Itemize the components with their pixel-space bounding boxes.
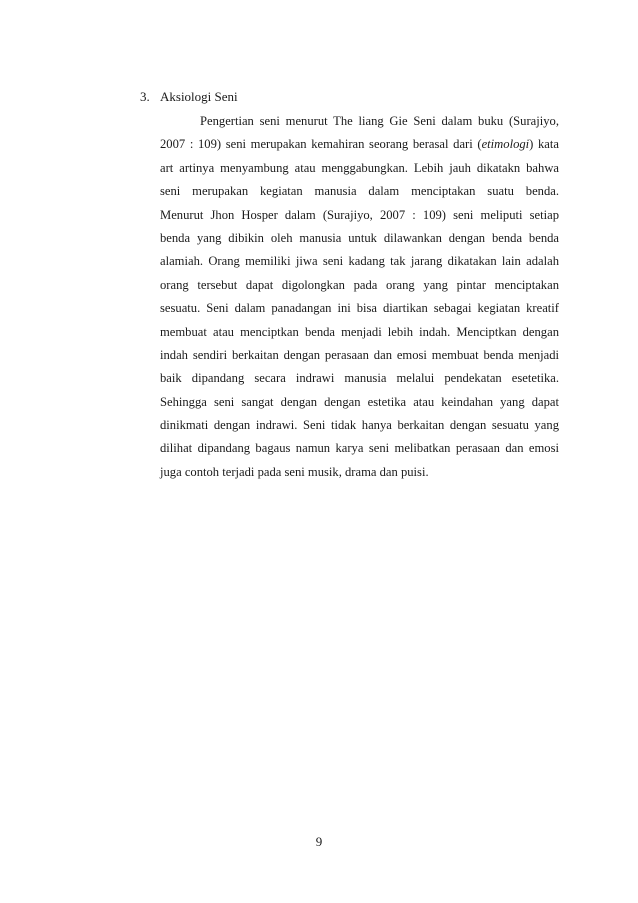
- line-text: juga contoh terjadi pada seni musik, drama dan puisi.: [160, 464, 429, 479]
- paragraph-line: [160, 393, 559, 416]
- paragraph-line: [160, 206, 559, 229]
- line-text: 2007 : 109) seni merupakan kemahiran seorang berasal dari (: [160, 137, 482, 152]
- line-text: seni merupakan kegiatan manusia dalam menciptakan suatu benda.: [160, 184, 559, 199]
- line-text: benda yang dibikin oleh manusia untuk dilawankan dengan benda benda: [160, 230, 559, 245]
- paragraph-line: [160, 252, 559, 275]
- paragraph-line: [160, 369, 559, 392]
- body-paragraph: [160, 112, 559, 486]
- line-text: Pengertian seni menurut The liang Gie Seni dalam buku (Surajiyo,: [200, 114, 559, 128]
- paragraph-line: [160, 159, 559, 182]
- line-text: dinikmati dengan indrawi. Seni tidak hanya berkaitan dengan sesuatu yang: [160, 418, 559, 433]
- paragraph-line: [160, 229, 559, 252]
- line-text: dilihat dipandang bagaus namun karya seni melibatkan perasaan dan emosi: [160, 441, 559, 456]
- section-title: Aksiologi Seni: [160, 89, 238, 104]
- paragraph-line: [160, 439, 559, 462]
- section-number: 3.: [140, 89, 150, 104]
- line-text: indah sendiri berkaitan dengan perasaan dan emosi membuat benda menjadi: [160, 347, 559, 362]
- paragraph-line: [160, 276, 559, 299]
- paragraph-line: [160, 112, 559, 135]
- paragraph-line: [160, 182, 559, 205]
- paragraph-line: [160, 323, 559, 346]
- line-text: orang tersebut dapat digolongkan pada orang yang pintar menciptakan: [160, 277, 559, 292]
- paragraph-line: [160, 299, 559, 322]
- paragraph-line: [160, 135, 559, 158]
- line-text: baik dipandang secara indrawi manusia melalui pendekatan esetetika.: [160, 371, 559, 386]
- section-heading: [140, 88, 238, 106]
- italic-term: etimologi: [481, 137, 530, 152]
- line-text: Sehingga seni sangat dengan dengan estetika atau keindahan yang dapat: [160, 394, 559, 409]
- line-text: art artinya menyambung atau menggabungkan. Lebih jauh dikatakn bahwa: [160, 160, 559, 175]
- paragraph-line: [160, 346, 559, 369]
- paragraph-line: [160, 416, 559, 439]
- line-text: membuat atau menciptkan benda menjadi lebih indah. Menciptkan dengan: [160, 324, 559, 339]
- page-number: 9: [315, 834, 323, 849]
- paragraph-line: [160, 463, 559, 486]
- line-text: ) kata: [529, 137, 559, 152]
- line-text: alamiah. Orang memiliki jiwa seni kadang tak jarang dikatakan lain adalah: [160, 254, 559, 269]
- line-text: Menurut Jhon Hosper dalam (Surajiyo, 2007 : 109) seni meliputi setiap: [160, 207, 559, 222]
- line-text: sesuatu. Seni dalam panadangan ini bisa diartikan sebagai kegiatan kreatif: [160, 301, 559, 316]
